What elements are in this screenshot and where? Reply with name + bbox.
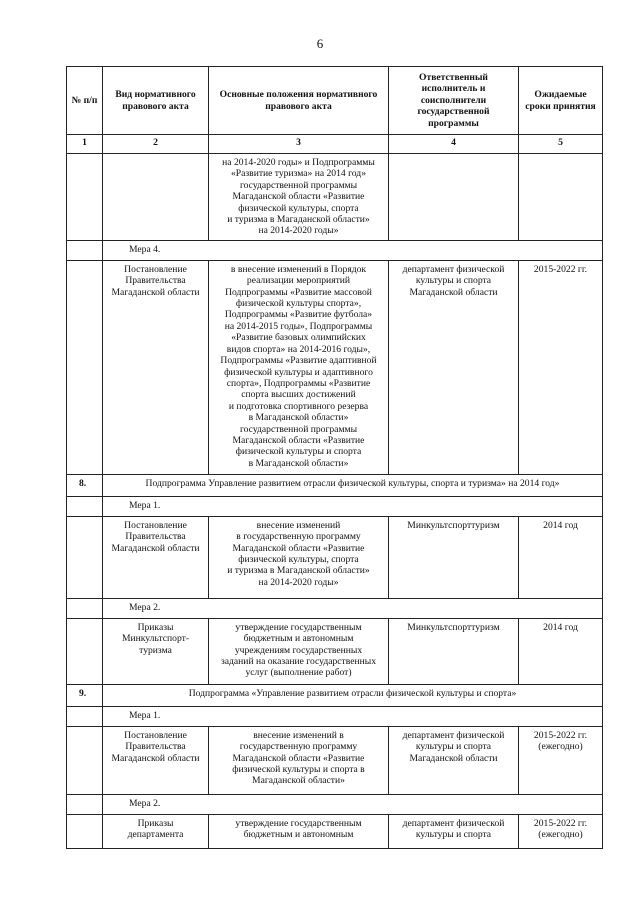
provisions-cell: на 2014-2020 годы» и Подпрограммы «Развитие туризма» на 2014 год» государственной программы Магаданской области «Развитие физической культуры, спорта и туризма в Магаданской области» на 2014-2020 годы»	[209, 154, 389, 241]
subprogram-title: Подпрограмма «Управление развитием отрасли физической культуры и спорта»	[103, 684, 603, 706]
measure-label: Мера 1.	[103, 496, 603, 516]
table-row	[67, 516, 603, 598]
col-number: 1	[67, 135, 103, 154]
col-number: 4	[389, 135, 519, 154]
measure-label: Мера 2.	[103, 794, 603, 814]
provisions-cell: утверждение государственным бюджетным и автономным учреждениям государственных заданий на оказание государственных услуг (выполнение работ)	[209, 618, 389, 684]
header-executor: Ответственный исполнитель и соисполнители государственной программы	[389, 67, 519, 135]
page-number: 6	[316, 36, 324, 51]
row-number: 9.	[67, 684, 103, 706]
header-act-type: Вид нормативного правового акта	[103, 67, 209, 135]
measure-label: Мера 1.	[103, 706, 603, 726]
deadline-cell: 2015-2022 гг. (ежегодно)	[519, 814, 603, 848]
executor-cell: Минкультспорттуризм	[389, 516, 519, 598]
column-numbers-row	[67, 135, 603, 154]
header-provisions: Основные положения нормативного правового акта	[209, 67, 389, 135]
executor-cell: департамент физической культуры и спорта	[389, 814, 519, 848]
executor-cell: департамент физической культуры и спорта Магаданской области	[389, 726, 519, 794]
col-number: 2	[103, 135, 209, 154]
table-row	[67, 154, 603, 241]
header-deadline: Ожидаемые сроки принятия	[519, 67, 603, 135]
act-type-cell: Приказы Минкультспорт- туризма	[103, 618, 209, 684]
executor-cell: Минкультспорттуризм	[389, 618, 519, 684]
table-row	[67, 726, 603, 794]
subprogram-row	[67, 684, 603, 706]
measure-row	[67, 598, 603, 618]
subprogram-title: Подпрограмма Управление развитием отрасли физической культуры, спорта и туризма» на 2014 год»	[103, 474, 603, 496]
provisions-cell: утверждение государственным бюджетным и автономным	[209, 814, 389, 848]
provisions-cell: в внесение изменений в Порядок реализации мероприятий Подпрограммы «Развитие массовой физической культуры спорта», Подпрограммы «Развитие футбола» на 2014-2015 годы», Подпрограммы «Развитие базовых олимпийских видов спорта» на 2014-2016 годы», Подпрограммы «Развитие адаптивной физической культуры и адаптивного спорта», Подпрограммы «Развитие спорта высших достижений и подготовка спортивного резерва в Магаданской области» государственной программы Магаданской области «Развитие физической культуры и спорта в Магаданской области»	[209, 260, 389, 474]
deadline-cell: 2015-2022 гг. (ежегодно)	[519, 726, 603, 794]
header-number: № п/п	[67, 67, 103, 135]
measure-row	[67, 496, 603, 516]
col-number: 3	[209, 135, 389, 154]
subprogram-row	[67, 474, 603, 496]
table-row	[67, 260, 603, 474]
table-row	[67, 814, 603, 848]
provisions-cell: внесение изменений в государственную программу Магаданской области «Развитие физической культуры, спорта и туризма в Магаданской области» на 2014-2020 годы»	[209, 516, 389, 598]
legal-acts-table	[66, 66, 603, 849]
provisions-cell: внесение изменений в государственную программу Магаданской области «Развитие физической культуры и спорта в Магаданской области»	[209, 726, 389, 794]
col-number: 5	[519, 135, 603, 154]
act-type-cell: Приказы департамента	[103, 814, 209, 848]
table-header-row	[67, 67, 603, 135]
act-type-cell: Постановление Правительства Магаданской области	[103, 516, 209, 598]
table-row	[67, 618, 603, 684]
act-type-cell: Постановление Правительства Магаданской области	[103, 726, 209, 794]
measure-label: Мера 4.	[103, 240, 603, 260]
act-type-cell: Постановление Правительства Магаданской области	[103, 260, 209, 474]
measure-label: Мера 2.	[103, 598, 603, 618]
row-number: 8.	[67, 474, 103, 496]
measure-row	[67, 706, 603, 726]
deadline-cell: 2014 год	[519, 516, 603, 598]
executor-cell: департамент физической культуры и спорта Магаданской области	[389, 260, 519, 474]
deadline-cell: 2014 год	[519, 618, 603, 684]
measure-row	[67, 240, 603, 260]
deadline-cell: 2015-2022 гг.	[519, 260, 603, 474]
measure-row	[67, 794, 603, 814]
